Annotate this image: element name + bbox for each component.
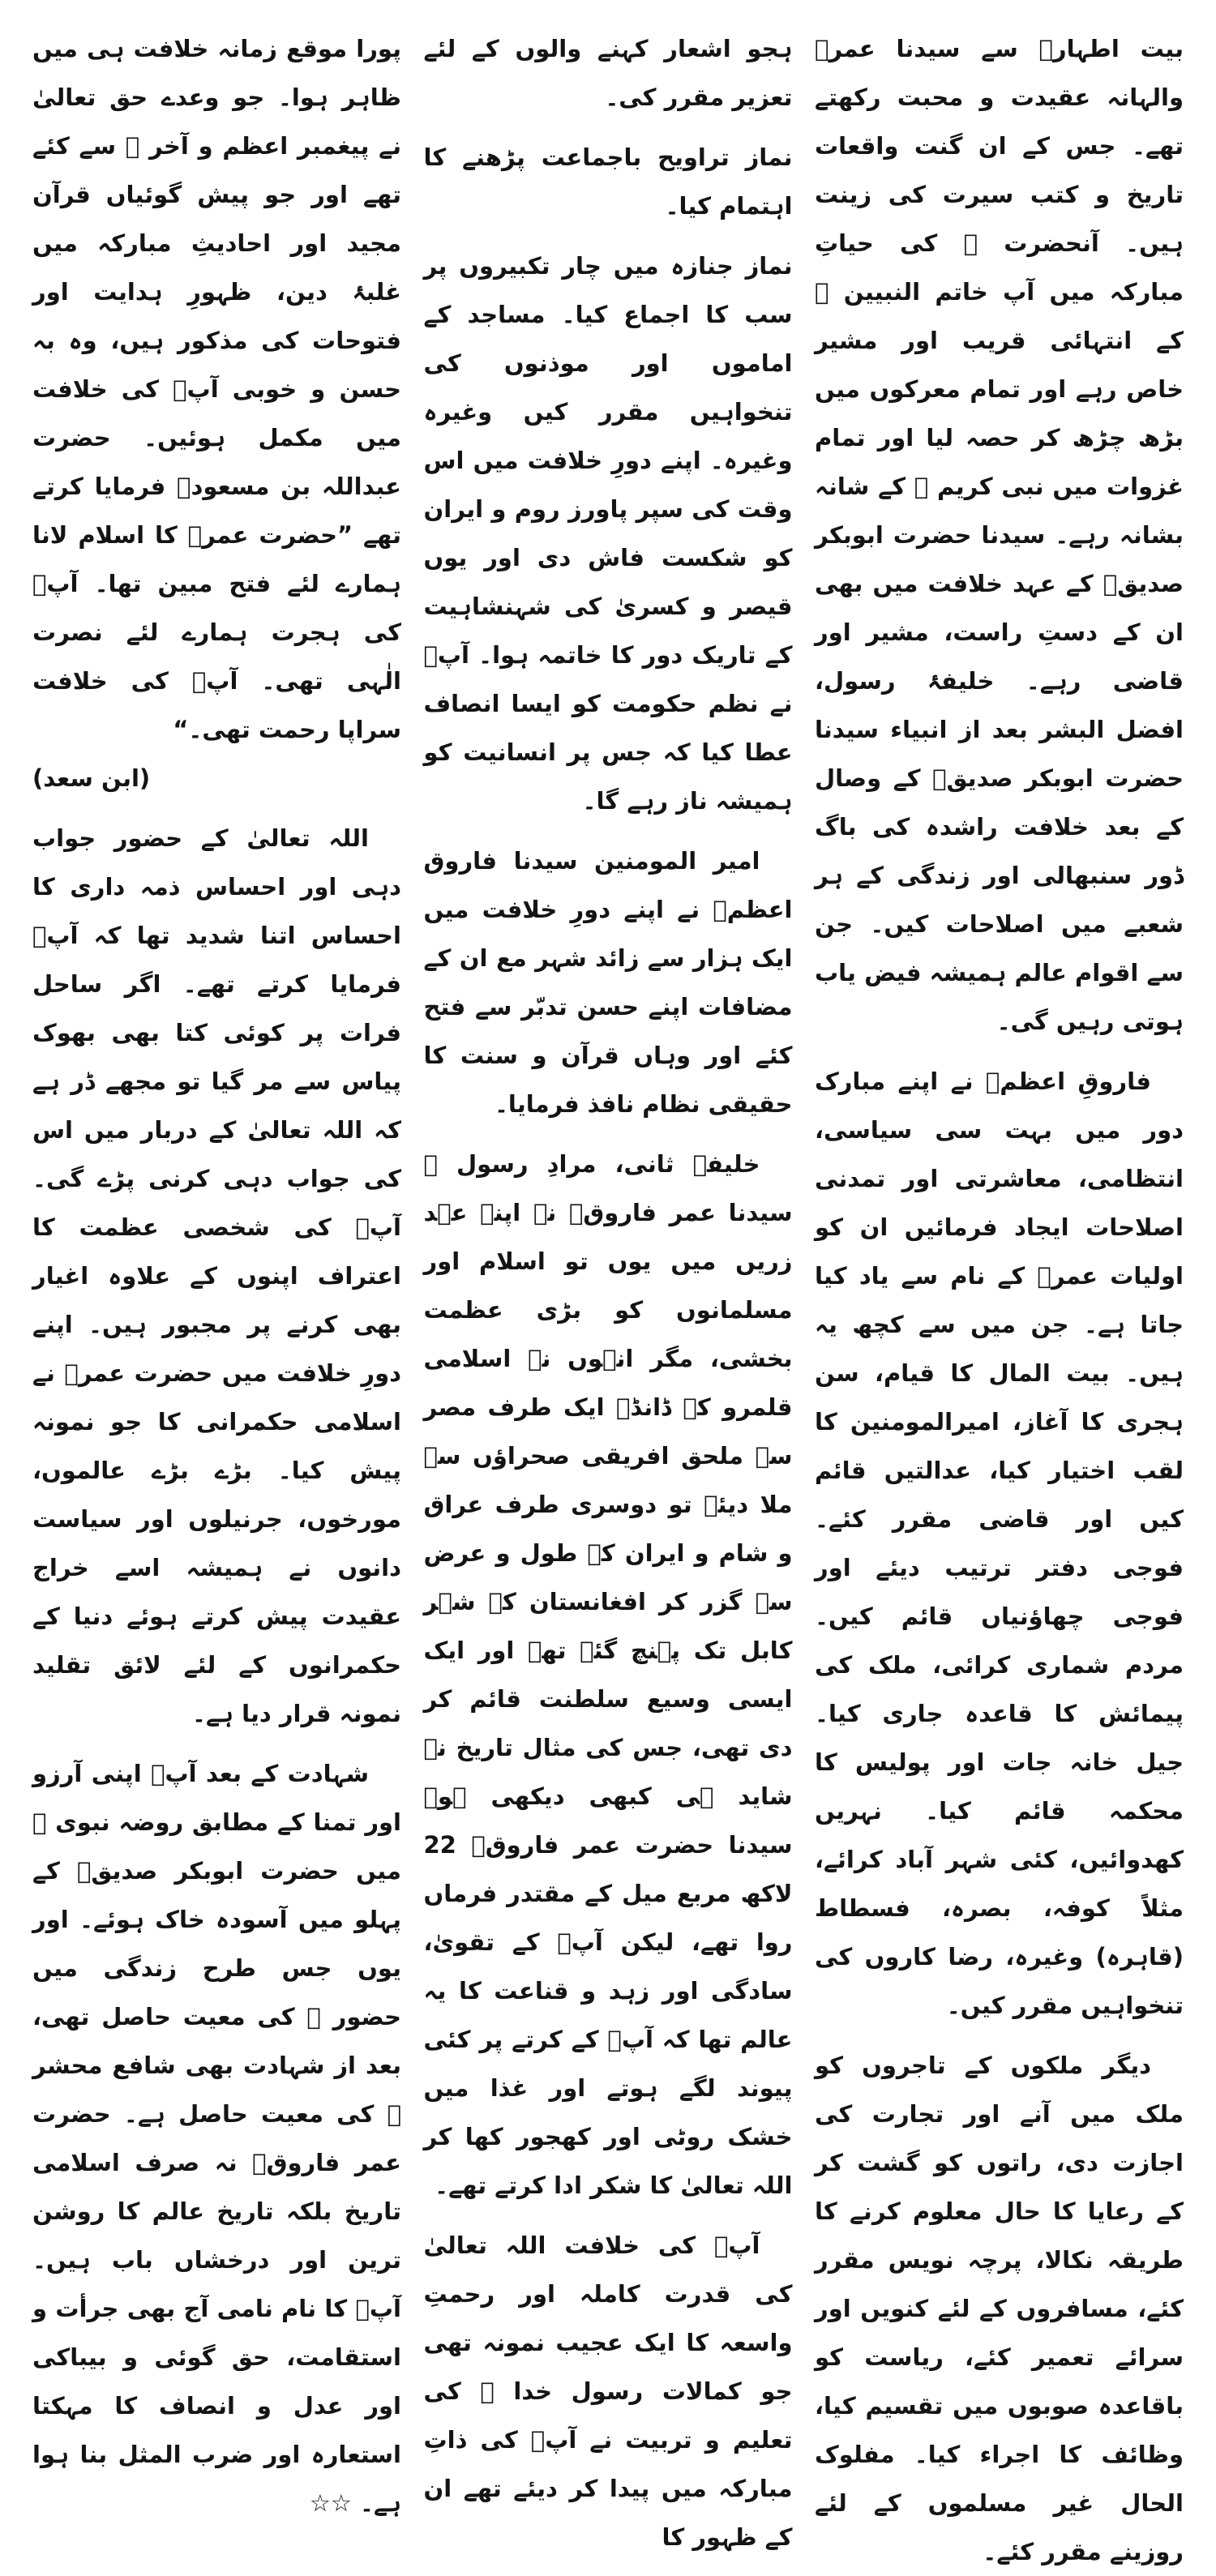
paragraph: دیگر ملکوں کے تاجروں کو ملک میں آنے اور تجارت کی اجازت دی، راتوں کو گشت کر کے رعایا کا حال معلوم کرنے کا طریقہ نکالا، پرچہ نویس مقرر کئے، مسافروں کے لئے کنویں اور سرائے تعمیر کئے، ریاست کو باقاعدہ صوبوں میں تقسیم کیا، وظائف کا اجراء کیا۔ مفلوک الحال غیر مسلموں کے لئے روزینے مقرر کئے۔	[815, 2052, 1184, 2565]
citation: (ابن سعد)	[32, 764, 151, 792]
paragraph: نماز تراویح باجماعت پڑھنے کا اہتمام کیا۔	[423, 143, 793, 220]
paragraph: امیر المومنین سیدنا فاروق اعظمؓ نے اپنے دورِ خلافت میں ایک ہزار سے زائد شہر مع ان کے مضافات اپنے حسن تدبّر سے فتح کئے اور وہاں قرآن و سنت کا حقیقی نظام نافذ فرمایا۔	[423, 847, 793, 1118]
paragraph: آپؓ کی خلافت اللہ تعالیٰ کی قدرت کاملہ اور رحمتِ واسعہ کا ایک عجیب نمونہ تھی جو کمالات رسول خدا ﷺ کی تعلیم و تربیت نے آپؓ کی ذاتِ مبارکہ میں پیدا کر دیئے تھے ان کے ظہور کا	[423, 2232, 793, 2551]
column-right	[815, 24, 1184, 2565]
column-middle	[423, 24, 793, 2551]
paragraph: اللہ تعالیٰ کے حضور جواب دہی اور احساس ذمہ داری کا احساس اتنا شدید تھا کہ آپؓ فرمایا کرتے تھے۔ اگر ساحل فرات پر کوئی کتا بھی بھوک پیاس سے مر گیا تو مجھے ڈر ہے کہ اللہ تعالیٰ کے دربار میں اس کی جواب دہی کرنی پڑے گی۔ آپؓ کی شخصی عظمت کا اعتراف اپنوں کے علاوہ اغیار بھی کرنے پر مجبور ہیں۔ اپنے دورِ خلافت میں حضرت عمرؓ نے اسلامی حکمرانی کا جو نمونہ پیش کیا۔ بڑے بڑے عالموں، مورخوں، جرنیلوں اور سیاست دانوں نے ہمیشہ اسے خراج عقیدت پیش کرتے ہوئے دنیا کے حکمرانوں کے لئے لائق تقلید نمونہ قرار دیا ہے۔	[32, 824, 401, 1727]
paragraph: خلیفۂ ثانی، مرادِ رسول ﷺ سیدنا عمر فاروقؓ نے اپنے عہد زریں میں یوں تو اسلام اور مسلمانوں کو بڑی عظمت بخشی، مگر انہوں نے اسلامی قلمرو کے ڈانڈے ایک طرف مصر سے ملحق افریقی صحراؤں سے ملا دیئے تو دوسری طرف عراق و شام و ایران کے طول و عرض سے گزر کر افغانستان کے شہر کابل تک پہنچ گئے تھے اور ایک ایسی وسیع سلطنت قائم کر دی تھی، جس کی مثال تاریخ نے شاید ہی کبھی دیکھی ہو۔ سیدنا حضرت عمر فاروقؓ 22 لاکھ مربع میل کے مقتدر فرماں روا تھے، لیکن آپؓ کے تقویٰ، سادگی اور زہد و قناعت کا یہ عالم تھا کہ آپؓ کے کرتے پر کئی پیوند لگے ہوتے اور غذا میں خشک روٹی اور کھجور کھا کر اللہ تعالیٰ کا شکر ادا کرتے تھے۔	[423, 1150, 793, 2199]
paragraph: نماز جنازہ میں چار تکبیروں پر سب کا اجماع کیا۔ مساجد کے اماموں اور موذنوں کی تنخواہیں مقرر کیں وغیرہ وغیرہ۔ اپنے دورِ خلافت میں اس وقت کی سپر پاورز روم و ایران کو شکست فاش دی اور یوں قیصر و کسریٰ کی شہنشاہیت کے تاریک دور کا خاتمہ ہوا۔ آپؓ نے نظم حکومت کو ایسا انصاف عطا کیا کہ جس پر انسانیت کو ہمیشہ ناز رہے گا۔	[423, 252, 793, 815]
paragraph: بیت اطہارؓ سے سیدنا عمرؓ والہانہ عقیدت و محبت رکھتے تھے۔ جس کے ان گنت واقعات تاریخ و کتب سیرت کی زینت ہیں۔ آنحضرت ﷺ کی حیاتِ مبارکہ میں آپ خاتم النبیین ﷺ کے انتہائی قریب اور مشیر خاص رہے اور تمام معرکوں میں بڑھ چڑھ کر حصہ لیا اور تمام غزوات میں نبی کریم ﷺ کے شانہ بشانہ رہے۔ سیدنا حضرت ابوبکر صدیقؓ کے عہد خلافت میں بھی ان کے دستِ راست، مشیر اور قاضی رہے۔ خلیفۂ رسول، افضل البشر بعد از انبیاء سیدنا حضرت ابوبکر صدیقؓ کے وصال کے بعد خلافت راشدہ کی باگ ڈور سنبھالی اور زندگی کے ہر شعبے میں اصلاحات کیں۔ جن سے اقوام عالم ہمیشہ فیض یاب ہوتی رہیں گی۔	[815, 35, 1184, 1035]
paragraph: شہادت کے بعد آپؓ اپنی آرزو اور تمنا کے مطابق روضہ نبوی ﷺ میں حضرت ابوبکر صدیقؓ کے پہلو میں آسودہ خاک ہوئے۔ اور یوں جس طرح زندگی میں حضور ﷺ کی معیت حاصل تھی، بعد از شہادت بھی شافع محشر ﷺ کی معیت حاصل ہے۔ حضرت عمر فاروقؓ نہ صرف اسلامی تاریخ بلکہ تاریخ عالم کا روشن ترین اور درخشاں باب ہیں۔ آپؓ کا نام نامی آج بھی جرأت و استقامت، حق گوئی و بیباکی اور عدل و انصاف کا مہکتا استعارہ اور ضرب المثل بنا ہوا ہے۔ ☆☆	[32, 1760, 401, 2517]
paragraph: پورا موقع زمانہ خلافت ہی میں ظاہر ہوا۔ جو وعدے حق تعالیٰ نے پیغمبر اعظم و آخر ﷺ سے کئے تھے اور جو پیش گوئیاں قرآن مجید اور احادیثِ مبارکہ میں غلبۂ دین، ظہورِ ہدایت اور فتوحات کی مذکور ہیں، وہ بہ حسن و خوبی آپؓ کی خلافت میں مکمل ہوئیں۔ حضرت عبداللہ بن مسعودؓ فرمایا کرتے تھے ”حضرت عمرؓ کا اسلام لانا ہمارے لئے فتح مبین تھا۔ آپؓ کی ہجرت ہمارے لئے نصرت الٰہی تھی۔ آپؓ کی خلافت سراپا رحمت تھی۔“	[32, 35, 401, 743]
paragraph: ہجو اشعار کہنے والوں کے لئے تعزیر مقرر کی۔	[423, 35, 793, 111]
paragraph: فاروقِ اعظمؓ نے اپنے مبارک دور میں بہت سی سیاسی، انتظامی، معاشرتی اور تمدنی اصلاحات ایجاد فرمائیں ان کو اولیات عمرؓ کے نام سے یاد کیا جاتا ہے۔ جن میں سے کچھ یہ ہیں۔ بیت المال کا قیام، سن ہجری کا آغاز، امیرالمومنین کا لقب اختیار کیا، عدالتیں قائم کیں اور قاضی مقرر کئے۔ فوجی دفتر ترتیب دیئے اور فوجی چھاؤنیاں قائم کیں۔ مردم شماری کرائی، ملک کی پیمائش کا قاعدہ جاری کیا۔ جیل خانہ جات اور پولیس کا محکمہ قائم کیا۔ نہریں کھدوائیں، کئی شہر آباد کرائے، مثلاً کوفہ، بصرہ، فسطاط (قاہرہ) وغیرہ، رضا کاروں کی تنخواہیں مقرر کیں۔	[815, 1068, 1184, 2019]
column-left	[32, 24, 401, 2517]
